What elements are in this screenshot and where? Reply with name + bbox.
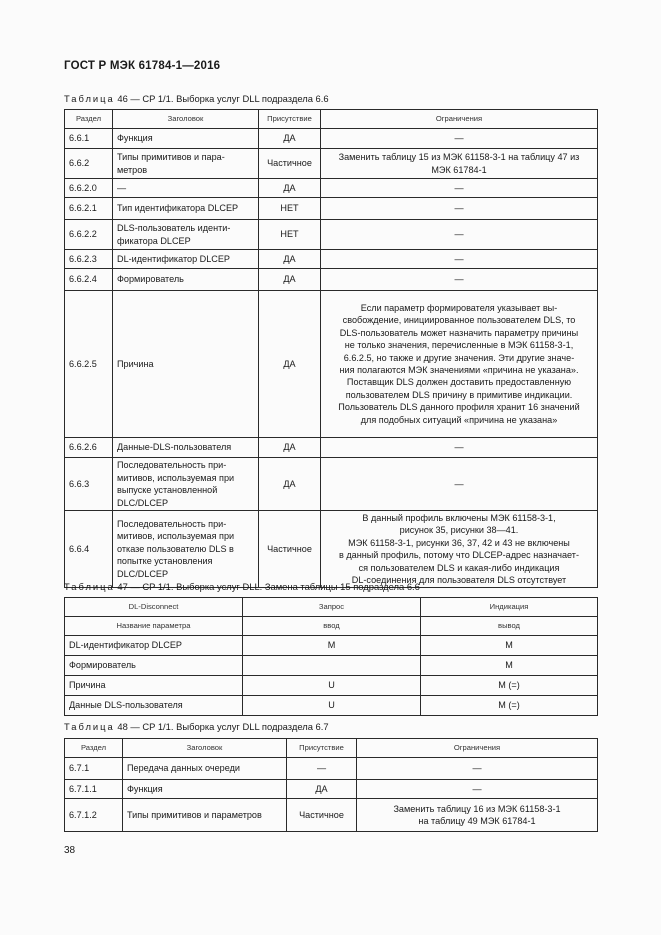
table-48-caption (64, 721, 329, 732)
table-46-caption (64, 93, 329, 104)
table-cell: В данный профиль включены МЭК 61158-3-1, рисунок 35, рисунки 38—41. МЭК 61158-3-1, рисунки 36, 37, 42 и 43 не включены в данный профиль, потому что DLCEP-адрес назначает- ся пользователем DLS и какая-либо индикация DL-соединения для пользователя DLS отсутствует (321, 511, 598, 588)
table-row (65, 438, 598, 458)
table-row (65, 291, 598, 438)
table-cell: — (287, 758, 357, 780)
table-47-header-output: вывод (421, 617, 598, 636)
table-cell: U (243, 696, 421, 716)
table-cell: Формирователь (65, 656, 243, 676)
table-cell: M (243, 636, 421, 656)
table-cell: Заменить таблицу 15 из МЭК 61158-3-1 на таблицу 47 из МЭК 61784-1 (321, 149, 598, 179)
table-cell (243, 656, 421, 676)
table-47-header-param-name: Название параметра (65, 617, 243, 636)
table-46-caption-text: 46 — CP 1/1. Выборка услуг DLL подраздела 6.6 (117, 93, 329, 104)
table-row (65, 220, 598, 250)
table-47-header-indication: Индикация (421, 598, 598, 617)
table-cell: Частичное (287, 799, 357, 832)
table-48-header-title: Заголовок (123, 739, 287, 758)
table-cell: — (321, 220, 598, 250)
table-row (65, 458, 598, 511)
table-cell: ДА (287, 780, 357, 799)
table-cell: Формирователь (113, 269, 259, 291)
table-row (65, 511, 598, 588)
table-48-header-section: Раздел (65, 739, 123, 758)
table-cell: — (321, 179, 598, 198)
table-cell: — (321, 250, 598, 269)
table-cell: 6.6.1 (65, 129, 113, 149)
table-cell: 6.6.2.4 (65, 269, 113, 291)
table-46-header-section: Раздел (65, 110, 113, 129)
table-cell: Передача данных очереди (123, 758, 287, 780)
table-cell: DL-идентификатор DLCEP (113, 250, 259, 269)
table-cell: Данные DLS-пользователя (65, 696, 243, 716)
table-row (65, 758, 598, 780)
table-cell: 6.7.1 (65, 758, 123, 780)
table-row (65, 780, 598, 799)
table-cell: — (357, 780, 598, 799)
table-cell: Функция (123, 780, 287, 799)
table-cell: ДА (259, 291, 321, 438)
table-cell: НЕТ (259, 220, 321, 250)
table-row (65, 656, 598, 676)
table-cell: ДА (259, 269, 321, 291)
table-cell: Типы примитивов и пара- метров (113, 149, 259, 179)
table-row (65, 636, 598, 656)
table-cell: Последовательность при- митивов, используемая при выпуске установленной DLC/DLCEP (113, 458, 259, 511)
table-cell: Причина (65, 676, 243, 696)
table-46-header-presence: Присутствие (259, 110, 321, 129)
table-cell: 6.6.3 (65, 458, 113, 511)
table-47 (64, 597, 598, 716)
table-cell: ДА (259, 438, 321, 458)
table-47-header-request: Запрос (243, 598, 421, 617)
table-row (65, 799, 598, 832)
table-cell: Последовательность при- митивов, используемая при отказе пользователю DLS в попытке установления DLC/DLCEP (113, 511, 259, 588)
table-47-header-service: DL-Disconnect (65, 598, 243, 617)
table-cell: 6.6.4 (65, 511, 113, 588)
table-cell: DLS-пользователь иденти- фикатора DLCEP (113, 220, 259, 250)
table-48-caption-label: Таблица (64, 721, 115, 732)
table-cell: Данные-DLS-пользователя (113, 438, 259, 458)
table-cell: DL-идентификатор DLCEP (65, 636, 243, 656)
table-cell: — (357, 758, 598, 780)
table-row (65, 198, 598, 220)
table-cell: M (421, 656, 598, 676)
table-48 (64, 738, 598, 832)
table-47-caption (64, 581, 420, 592)
table-cell: 6.6.2.6 (65, 438, 113, 458)
table-cell: Заменить таблицу 16 из МЭК 61158-3-1 на таблицу 49 МЭК 61784-1 (357, 799, 598, 832)
table-cell: 6.6.2.3 (65, 250, 113, 269)
table-cell: M (=) (421, 696, 598, 716)
table-46-caption-label: Таблица (64, 93, 115, 104)
table-row (65, 179, 598, 198)
table-46-header-title: Заголовок (113, 110, 259, 129)
table-row (65, 129, 598, 149)
table-row (65, 250, 598, 269)
table-cell: ДА (259, 458, 321, 511)
table-cell: Функция (113, 129, 259, 149)
table-cell: 6.6.2.2 (65, 220, 113, 250)
table-47-caption-text: 47 — CP 1/1. Выборка услуг DLL. Замена таблицы 15 подраздела 6.6 (117, 581, 420, 592)
table-cell: — (321, 269, 598, 291)
table-46 (64, 109, 598, 588)
table-cell: Причина (113, 291, 259, 438)
table-cell: M (421, 636, 598, 656)
table-cell: Частичное (259, 149, 321, 179)
table-cell: M (=) (421, 676, 598, 696)
table-47-caption-label: Таблица (64, 581, 115, 592)
table-row (65, 149, 598, 179)
table-cell: — (321, 438, 598, 458)
table-row (65, 696, 598, 716)
table-cell: 6.7.1.1 (65, 780, 123, 799)
table-47-header-input: ввод (243, 617, 421, 636)
table-cell: НЕТ (259, 198, 321, 220)
table-row (65, 269, 598, 291)
table-46-header-constraints: Ограничения (321, 110, 598, 129)
table-cell: 6.6.2.1 (65, 198, 113, 220)
table-cell: Типы примитивов и параметров (123, 799, 287, 832)
table-cell: — (321, 198, 598, 220)
table-48-header-constraints: Ограничения (357, 739, 598, 758)
table-cell: — (321, 129, 598, 149)
table-cell: — (113, 179, 259, 198)
table-cell: U (243, 676, 421, 696)
page-number: 38 (64, 845, 76, 856)
table-cell: — (321, 458, 598, 511)
table-cell: ДА (259, 250, 321, 269)
table-cell: Тип идентификатора DLCEP (113, 198, 259, 220)
table-cell: 6.6.2.0 (65, 179, 113, 198)
table-48-header-presence: Присутствие (287, 739, 357, 758)
document-title: ГОСТ Р МЭК 61784-1—2016 (64, 60, 221, 72)
table-48-caption-text: 48 — CP 1/1. Выборка услуг DLL подраздела 6.7 (117, 721, 329, 732)
table-cell: 6.6.2.5 (65, 291, 113, 438)
table-cell: ДА (259, 179, 321, 198)
table-cell: ДА (259, 129, 321, 149)
table-cell: 6.6.2 (65, 149, 113, 179)
table-cell: 6.7.1.2 (65, 799, 123, 832)
table-row (65, 676, 598, 696)
table-cell: Частичное (259, 511, 321, 588)
table-cell: Если параметр формирователя указывает вы- свобождение, инициированное пользователем DLS, то DLS-пользователь может назначить параметру причины не только значения, перечисленные в МЭК 61158-3-1, 6.6.2.5, но также и другие значения. Эти другие значе- ния полагаются МЭК значениями «причина не указана». Поставщик DLS должен доставить предоставленную пользователем DLS причину в примитиве индикации. Пользователь DLS данного профиля хранит 16 значений для подобных ситуаций «причина не указана» (321, 291, 598, 438)
